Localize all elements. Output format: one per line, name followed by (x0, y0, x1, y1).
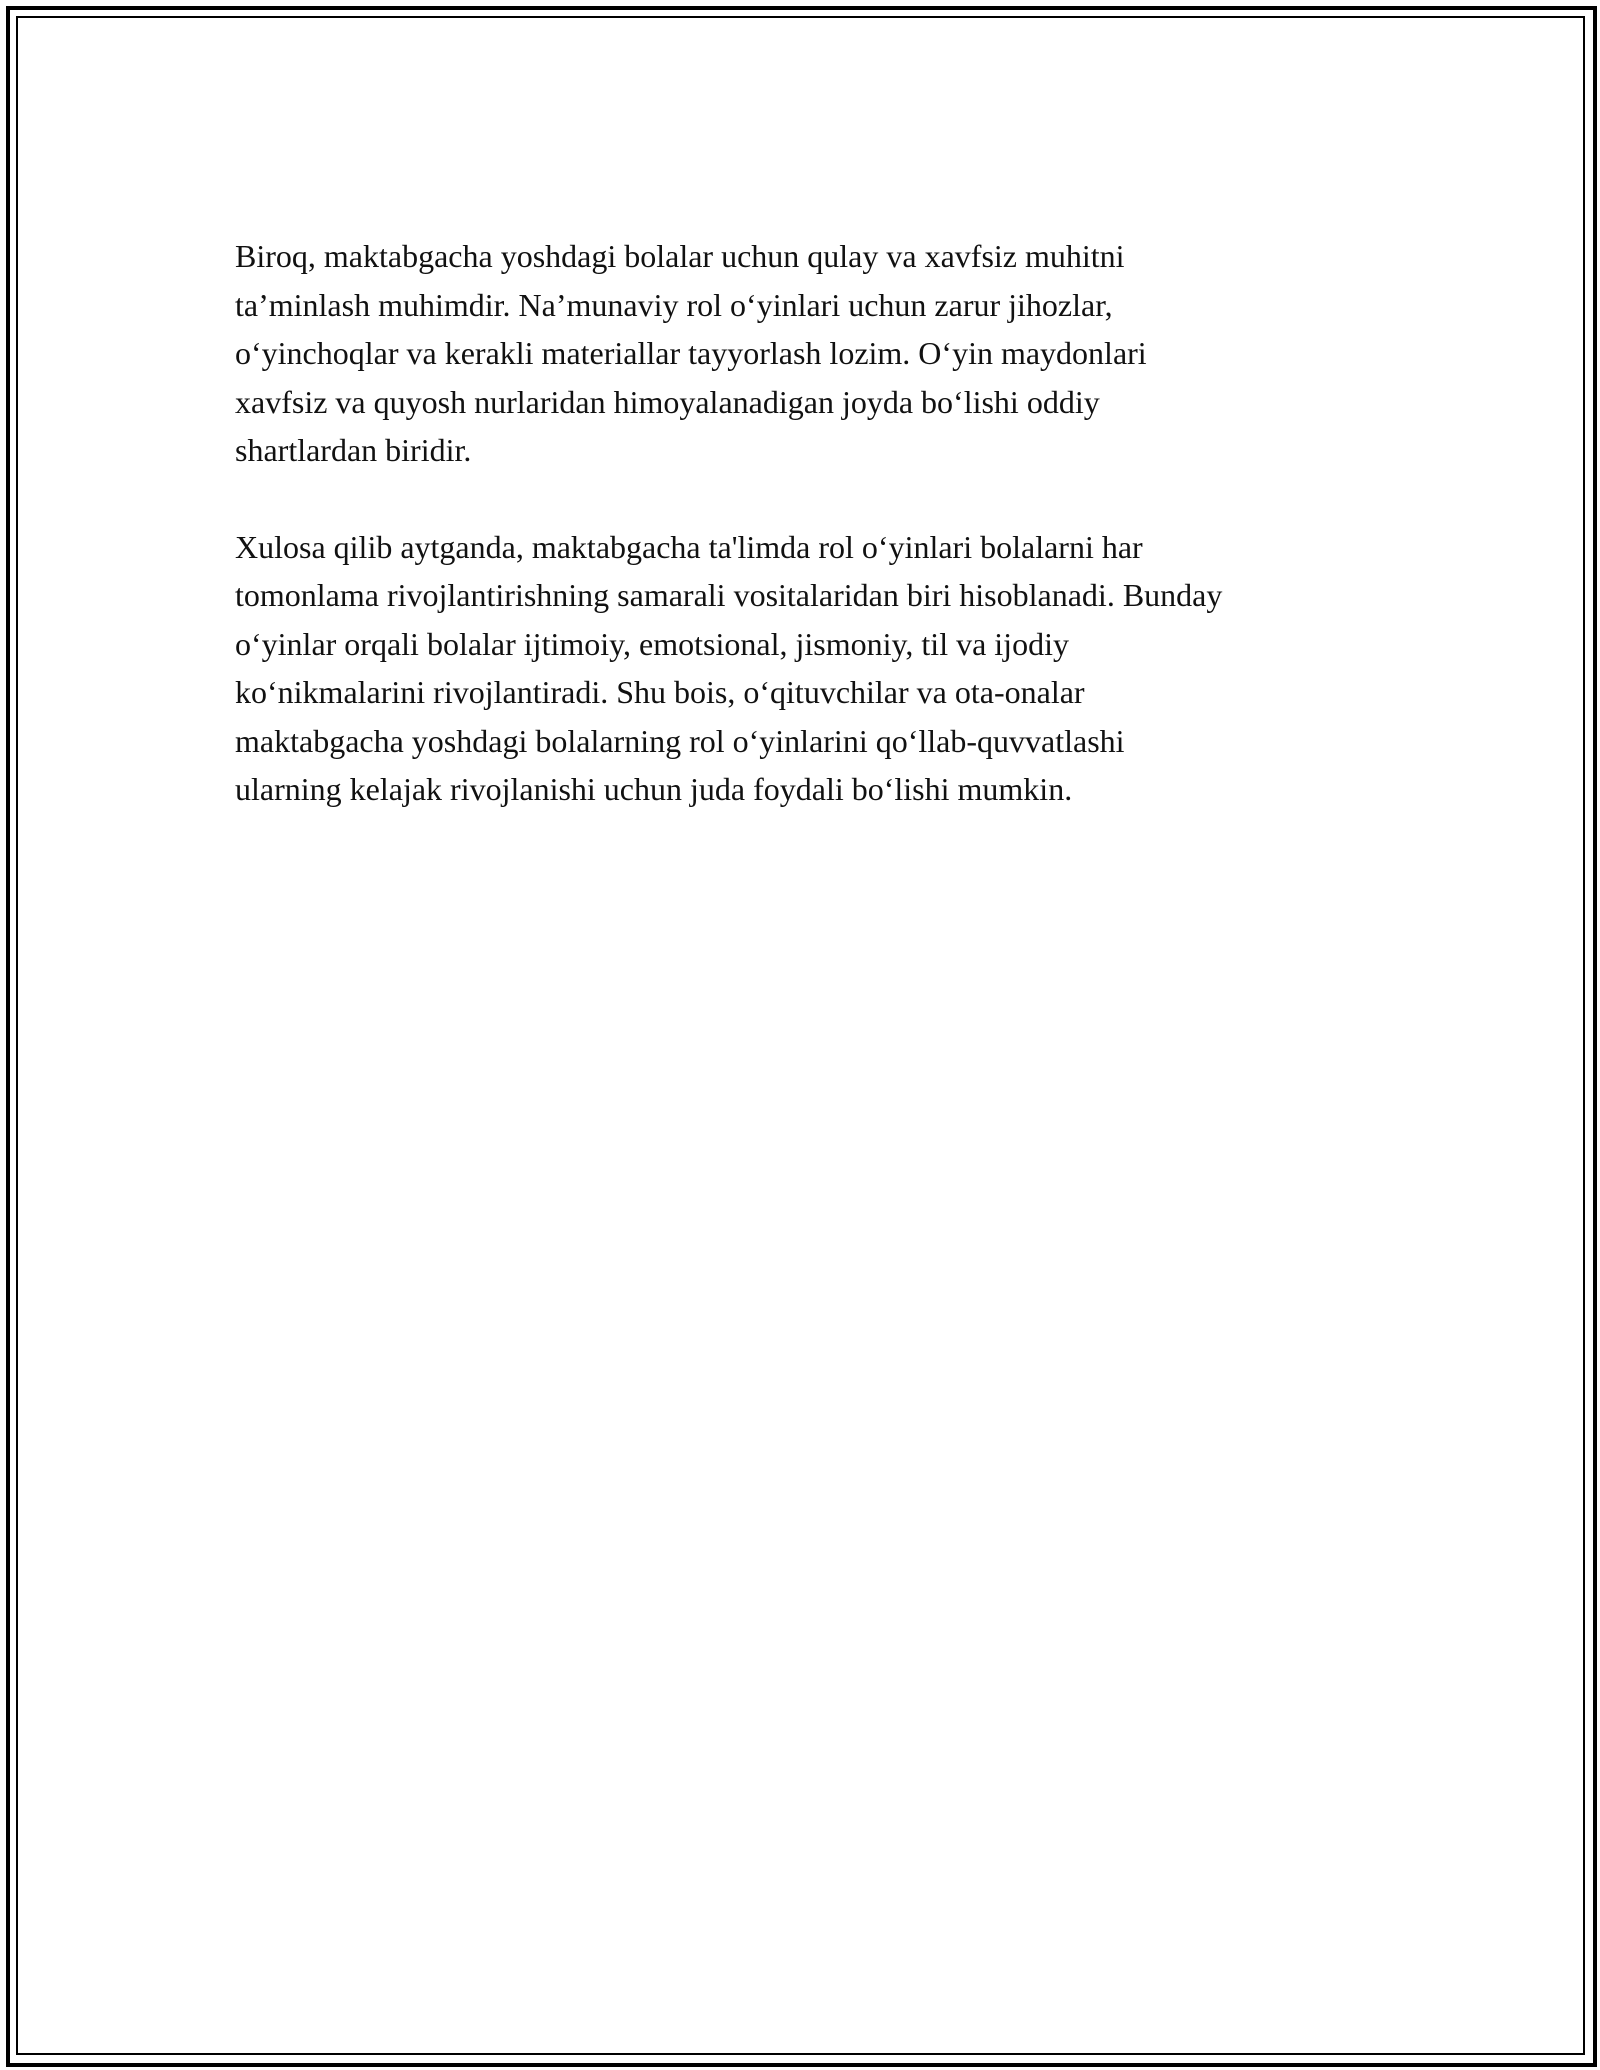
text-line: maktabgacha yoshdagi bolalarning rol o‘yinlarini qo‘llab-quvvatlashi (235, 722, 1125, 759)
text-line: o‘yinlar orqali bolalar ijtimoiy, emotsional, jismoniy, til va ijodiy (235, 625, 1069, 662)
text-line: ta’minlash muhimdir. Na’munaviy rol o‘yinlari uchun zarur jihozlar, (235, 286, 1113, 323)
document-body (235, 232, 1385, 862)
text-line: o‘yinchoqlar va kerakli materiallar tayyorlash lozim. O‘yin maydonlari (235, 335, 1147, 371)
paragraph-2 (235, 523, 1385, 814)
text-line: Xulosa qilib aytganda, maktabgacha ta'limda rol o‘yinlari bolalarni har (235, 528, 1143, 565)
text-line: ko‘nikmalarini rivojlantiradi. Shu bois, o‘qituvchilar va ota-onalar (235, 674, 1085, 710)
text-line: tomonlama rivojlantirishning samarali vositalaridan biri hisoblanadi. Bunday (235, 577, 1223, 613)
paragraph-1 (235, 232, 1385, 475)
text-line: ularning kelajak rivojlanishi uchun juda foydali bo‘lishi mumkin. (235, 771, 1073, 807)
text-line: Biroq, maktabgacha yoshdagi bolalar uchun qulay va xavfsiz muhitni (235, 238, 1125, 274)
text-line: shartlardan biridir. (235, 432, 472, 468)
text-line: xavfsiz va quyosh nurlaridan himoyalanadigan joyda bo‘lishi oddiy (235, 383, 1100, 420)
